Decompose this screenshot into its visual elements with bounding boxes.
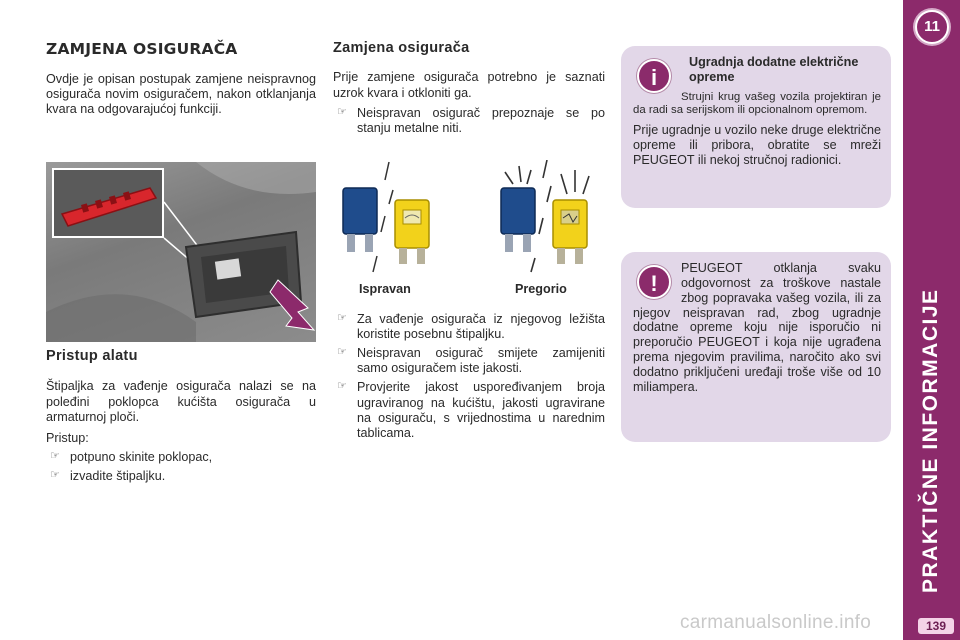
dashboard-drawing [46,162,316,342]
list-item: ☞ Provjerite jakost uspoređivanjem broja ugraviranog na kućištu, jakosti ugravirane na osiguraču, s vrijednostima u narednim tablicama. [337,380,605,440]
section-title: ZAMJENA OSIGURAČA [46,40,238,58]
list-item: ☞ izvadite štipaljku. [50,468,166,483]
access-section [46,348,316,488]
warning-icon: ! [637,265,671,299]
left-column [46,40,316,117]
list-item: ☞ Neispravan osigurač prepoznaje se po stanju metalne niti. [337,105,605,135]
chapter-number-badge: 11 [915,10,949,44]
good-fuse-icon [343,162,429,272]
list-item: ☞ potpuno skinite poklopac, [50,449,213,464]
fuse-box-photo [46,162,316,342]
page-number: 139 [918,618,954,634]
hand-pointer-icon: ☞ [337,346,347,359]
access-steps [46,450,316,484]
middle-column [333,40,605,140]
info-icon: i [637,59,671,93]
hand-pointer-icon: ☞ [50,449,60,462]
access-title: Pristup alatu [46,348,138,364]
info-box-small-text: Strujni krug vašeg vozila projektiran je da radi sa serijskom ili opcionalnom opremom. [633,90,881,116]
list-item: ☞ Neispravan osigurač smijete zamijeniti samo osiguračem iste jakosti. [337,346,605,376]
warning-box-text: PEUGEOT otklanja svaku odgovornost za troškove nastale zbog popravaka vašeg vozila, ili za njegov neispravan rad, zbog ugradnje dodatne opreme koju nije isporučio ni preporučio PEUGEOT i koja nije ugrađena prema njegovim pravilima, naročito ako svi dodatno priključeni uređaji troše više od 10 miliampera. [633,261,881,394]
watermark: carmanualsonline.info [680,612,872,633]
fuse-label-good: Ispravan [359,282,411,296]
middle-steps [333,312,605,445]
fuse-figure [333,160,605,300]
access-text: Štipaljka za vađenje osigurača nalazi se na poleđini poklopca kućišta osigurača u armaturnoj ploči. [46,379,316,424]
warning-box [621,252,891,442]
chapter-title: PRAKTIČNE INFORMACIJE [919,288,942,593]
info-box-title: Ugradnja dodatne električne opreme [689,55,859,84]
info-box [621,46,891,208]
hand-pointer-icon: ☞ [337,105,347,118]
hand-pointer-icon: ☞ [337,380,347,393]
middle-intro: Prije zamjene osigurača potrebno je saznati uzrok kvara i otkloniti ga. [333,70,605,100]
intro-paragraph: Ovdje je opisan postupak zamjene neispravnog osigurača novim osiguračem, nakon otklanjanja kvara na odgovarajućoj funkciji. [46,71,316,116]
hand-pointer-icon: ☞ [337,312,347,324]
access-lead: Pristup: [46,430,89,445]
section-subtitle: Zamjena osigurača [333,40,470,56]
fuse-comparison-drawing [333,160,605,280]
blown-fuse-icon [501,160,589,272]
fuse-label-blown: Pregorio [515,282,567,296]
middle-first-step [333,106,605,136]
list-item: ☞ Za vađenje osigurača iz njegovog ležišta koristite posebnu štipaljku. [337,312,605,342]
info-box-text: Prije ugradnje u vozilo neke druge električne opreme ili pribora, obratite se mreži PEUGEOT ili nekoj stručnoj radionici. [633,123,881,167]
hand-pointer-icon: ☞ [50,468,60,481]
